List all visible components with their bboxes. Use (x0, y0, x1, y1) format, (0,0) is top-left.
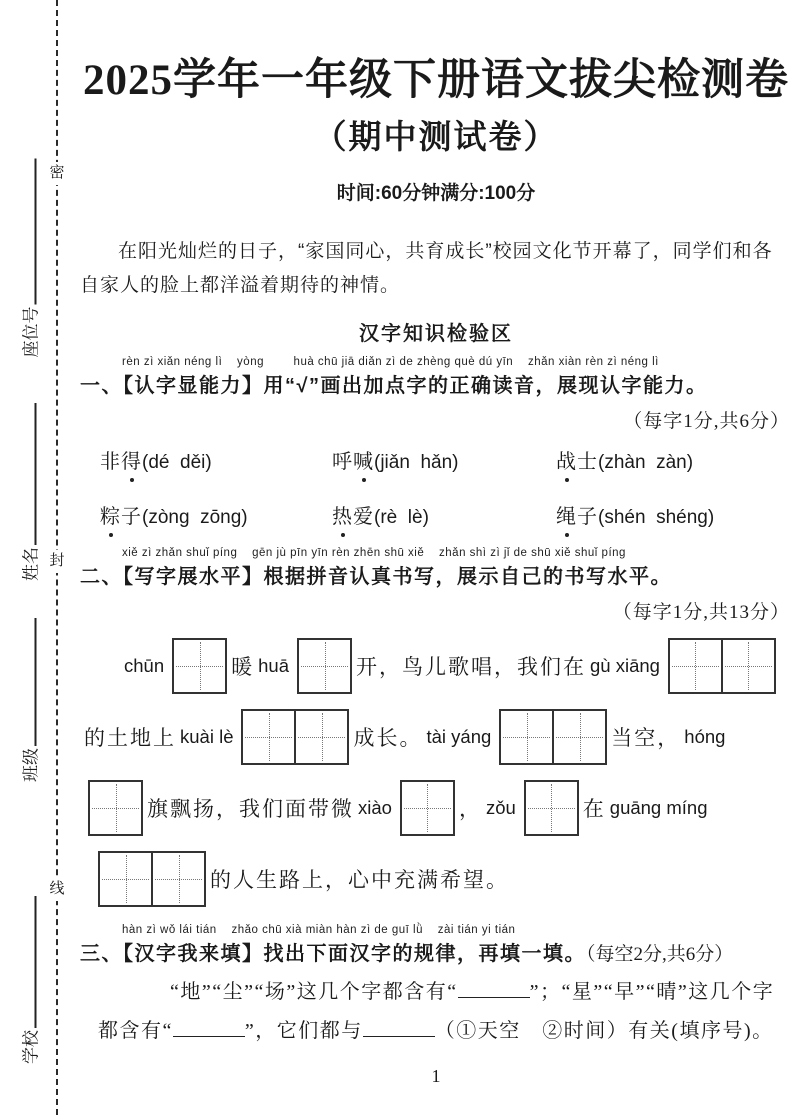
pinyin-options[interactable]: (jiǎn hǎn) (374, 452, 459, 474)
paper-content (80, 0, 792, 1087)
paper-subtitle: （期中测试卷） (313, 120, 559, 157)
q2-pinyin-annotation: xiě zì zhǎn shuǐ píng gēn jù pīn yīn rèn zhēn shū xiě zhǎn shì zì jǐ de shū xiě shuǐ píng (122, 547, 626, 560)
grid-cell[interactable] (151, 853, 204, 905)
word-item (100, 500, 332, 537)
answer-blank[interactable] (363, 1018, 435, 1037)
writing-grid-box[interactable] (98, 851, 206, 907)
word-item (556, 445, 792, 482)
question-2 (80, 547, 792, 914)
writing-grid-box[interactable] (400, 780, 455, 836)
intro-paragraph: 在阳光灿烂的日子，“家国同心，共育成长”校园文化节开幕了，同学们和各自家人的脸上都洋溢着期待的神情。 (80, 241, 773, 297)
pinyin-hint: zǒu (485, 796, 516, 818)
pinyin-hint: tài yáng (426, 725, 492, 747)
sentence-text: 的土地上 (84, 725, 176, 750)
writing-line (94, 843, 792, 914)
writing-grid-box[interactable] (241, 709, 349, 765)
seal-margin (0, 0, 78, 1115)
pinyin-options[interactable]: (dé děi) (142, 452, 212, 474)
sentence-text: 旗飘扬，我们面带微 (147, 796, 354, 821)
q3-body (80, 974, 792, 1050)
grid-cell[interactable] (501, 711, 552, 763)
grid-cell[interactable] (100, 853, 151, 905)
seal-char-xian: 线 (49, 878, 64, 901)
q2-points: （每字1分,共13分） (612, 602, 790, 624)
grid-cell[interactable] (299, 640, 350, 692)
field-school (17, 896, 42, 1064)
sentence-text: 暖 (231, 654, 255, 679)
question-1 (80, 356, 792, 537)
q1-header: 一、【认字显能力】用“√”画出加点字的正确读音，展现认字能力。 (80, 375, 708, 398)
plain-char: 呼 (332, 451, 353, 474)
q3-pinyin-annotation: hàn zì wǒ lái tián zhǎo chū xià miàn hàn zì de guī lǜ zài tián yi tián (122, 924, 516, 937)
pinyin-options[interactable]: (shén shéng) (598, 507, 715, 529)
word-hanzi (100, 451, 142, 473)
writing-line (84, 701, 792, 772)
sentence-text: 成长。 (353, 725, 423, 750)
field-class (17, 618, 42, 782)
pinyin-hint: gù xiāng (590, 654, 660, 676)
writing-grid-box[interactable] (499, 709, 607, 765)
answer-blank[interactable] (458, 979, 530, 998)
grid-cell[interactable] (670, 640, 721, 692)
question-3 (80, 924, 792, 1050)
field-blank[interactable] (20, 618, 36, 746)
fill-in-text: 都含有“ (98, 1020, 173, 1043)
dotted-char: 得 (121, 451, 142, 474)
grid-cell[interactable] (721, 640, 774, 692)
pinyin-hint: xiào (358, 796, 392, 818)
grid-cell[interactable] (526, 782, 577, 834)
q3-header-text: 三、【汉字我来填】找出下面汉字的规律，再填一填。 (80, 943, 586, 966)
grid-cell[interactable] (402, 782, 453, 834)
pinyin-options[interactable]: (zòng zōng) (142, 507, 248, 529)
writing-grid-box[interactable] (297, 638, 352, 694)
word-hanzi (556, 506, 598, 528)
dotted-char: 战 (556, 451, 577, 474)
word-item (556, 500, 792, 537)
paper-title: 2025学年一年级下册语文拔尖检测卷 (83, 57, 789, 104)
field-name (17, 403, 42, 581)
dotted-char: 喊 (353, 451, 374, 474)
seal-char-mi: 密 (49, 162, 64, 185)
field-blank[interactable] (20, 403, 36, 545)
plain-char: 士 (577, 451, 598, 474)
writing-grid-box[interactable] (172, 638, 227, 694)
writing-line (84, 772, 792, 843)
grid-cell[interactable] (552, 711, 605, 763)
field-blank[interactable] (20, 896, 36, 1028)
fill-in-text: ”；“星”“早”“晴”这几个字 (529, 981, 775, 1004)
q3-points: （每空2分,共6分） (586, 944, 734, 966)
fill-in-text: ”，它们都与 (244, 1020, 363, 1043)
pinyin-options[interactable]: (zhàn zàn) (598, 452, 694, 474)
writing-grid-box[interactable] (524, 780, 579, 836)
grid-cell[interactable] (174, 640, 225, 692)
dotted-char: 绳 (556, 506, 577, 529)
q1-pinyin-annotation: rèn zì xiǎn néng lì yòng huà chū jiā diǎn zì de zhèng què dú yīn zhǎn xiàn rèn zì néng lì (122, 356, 659, 369)
sentence-text: 在 (582, 796, 606, 821)
writing-line (120, 630, 792, 701)
sentence-text: 开，鸟儿歌唱，我们在 (356, 654, 586, 679)
grid-cell[interactable] (90, 782, 141, 834)
page-number: 1 (431, 1066, 441, 1087)
grid-cell[interactable] (243, 711, 294, 763)
grid-cell[interactable] (294, 711, 347, 763)
word-item (100, 445, 332, 482)
word-hanzi (556, 451, 598, 473)
field-label: 姓名 (21, 547, 41, 581)
section-title: 汉字知识检验区 (359, 323, 513, 346)
time-and-score-info: 时间:60分钟满分:100分 (336, 183, 536, 205)
field-label: 座位号 (21, 306, 41, 358)
q1-points: （每字1分,共6分） (623, 411, 790, 433)
pinyin-hint: huā (258, 654, 289, 676)
dotted-char: 粽 (100, 506, 121, 529)
plain-char: 子 (121, 506, 142, 529)
pinyin-options[interactable]: (rè lè) (374, 507, 429, 529)
sentence-text: 当空， (611, 725, 681, 750)
word-hanzi (332, 451, 374, 473)
fill-in-line (98, 1013, 792, 1050)
field-label: 学校 (21, 1030, 41, 1064)
writing-grid-box[interactable] (668, 638, 776, 694)
q2-writing-area (80, 630, 792, 914)
q1-items (100, 445, 792, 537)
plain-char: 非 (100, 451, 121, 474)
field-seat-number (17, 159, 42, 358)
pinyin-hint: kuài lè (180, 725, 234, 747)
word-hanzi (332, 506, 374, 528)
pinyin-hint: guāng míng (609, 796, 708, 818)
field-label: 班级 (21, 748, 41, 782)
answer-blank[interactable] (173, 1018, 245, 1037)
fill-in-text: （①天空 ②时间）有关(填序号)。 (434, 1020, 774, 1043)
plain-char: 爱 (353, 506, 374, 529)
q2-header: 二、【写字展水平】根据拼音认真书写，展示自己的书写水平。 (80, 566, 672, 589)
word-item (332, 445, 556, 482)
dotted-char: 热 (332, 506, 353, 529)
seal-char-feng: 封 (49, 550, 64, 573)
writing-grid-box[interactable] (88, 780, 143, 836)
pinyin-hint: chūn (124, 654, 165, 676)
sentence-text: 的人生路上，心中充满希望。 (210, 867, 509, 892)
pinyin-hint: hóng (684, 725, 726, 747)
plain-char: 子 (577, 506, 598, 529)
fill-in-text: “地”“尘”“场”这几个字都含有“ (170, 981, 458, 1004)
q3-header (80, 937, 792, 966)
word-item (332, 500, 556, 537)
field-blank[interactable] (20, 159, 36, 305)
word-hanzi (100, 506, 142, 528)
sentence-text: ， (458, 796, 482, 821)
fill-in-line (170, 974, 792, 1011)
